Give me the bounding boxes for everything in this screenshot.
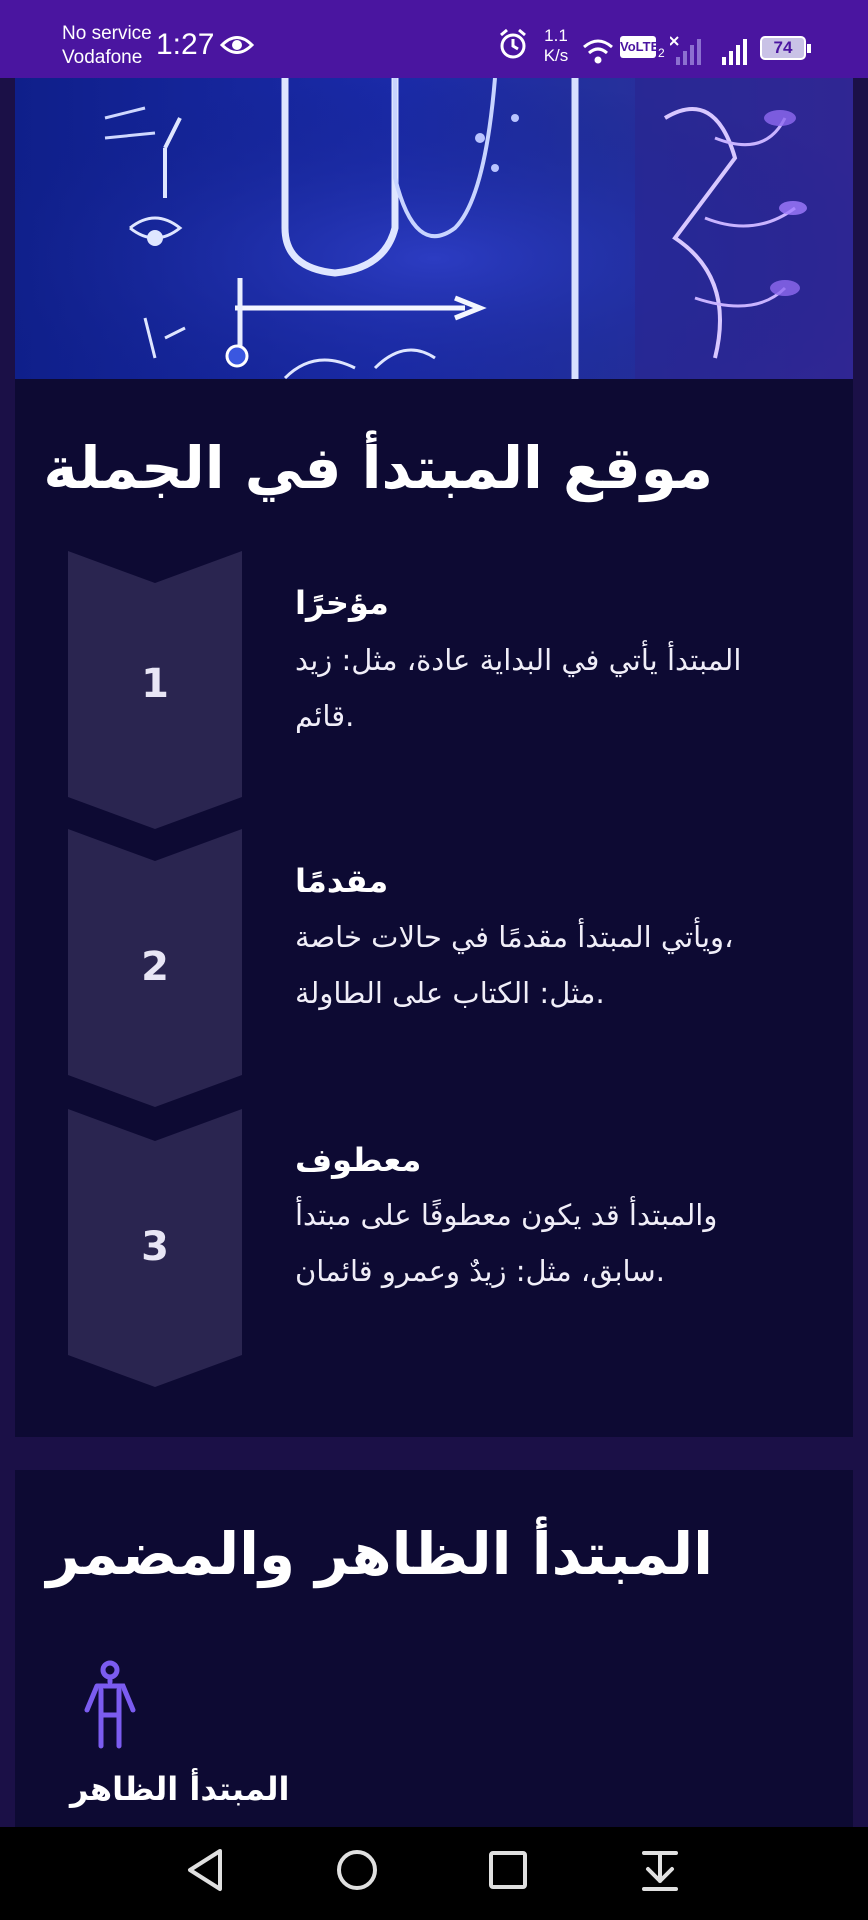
step-1-chevron (68, 551, 242, 829)
battery-level: 74 (773, 38, 793, 57)
home-icon[interactable] (335, 1847, 379, 1893)
step-description (295, 632, 815, 744)
notification-pull-down-icon[interactable] (640, 1847, 680, 1893)
carrier-status: No service (62, 23, 152, 44)
hero-illustration (15, 78, 853, 379)
section-explicit-implicit-subject (15, 1470, 853, 1830)
item-heading: المبتدأ الظاهر (70, 1770, 290, 1808)
status-clock: 1:27 (156, 28, 215, 61)
status-bar (0, 0, 868, 78)
speed-unit: K/s (543, 46, 569, 65)
battery-icon (760, 36, 806, 60)
step-description (295, 1187, 815, 1299)
sim-index: 2 (658, 46, 665, 60)
step-description-line: سابق، مثل: زيدٌ وعمرو قائمان. (295, 1254, 665, 1288)
step-heading: مؤخرًا (295, 584, 389, 622)
carrier-name: Vodafone (62, 47, 143, 68)
step-description-line: ويأتي المبتدأ مقدمًا في حالات خاصة، (295, 920, 734, 954)
step-3-chevron (68, 1109, 242, 1387)
carrier-info (62, 22, 152, 70)
step-description-line: المبتدأ يأتي في البداية عادة، مثل: زيد (295, 643, 742, 677)
step-number: 3 (141, 1224, 169, 1270)
main-content (15, 78, 853, 1437)
recents-icon[interactable] (488, 1847, 528, 1893)
step-description-line: والمبتدأ قد يكون معطوفًا على مبتدأ (295, 1198, 718, 1232)
wifi-icon (582, 32, 614, 72)
signal-icon (720, 32, 750, 72)
hero-artwork (15, 78, 853, 379)
step-2-chevron (68, 829, 242, 1107)
section-title: المبتدأ الظاهر والمضمر (46, 1520, 713, 1588)
step-heading: معطوف (295, 1141, 422, 1179)
navigation-bar (0, 1827, 868, 1920)
volte-badge: VoLTE (620, 36, 656, 58)
person-icon (83, 1660, 137, 1750)
step-description-line: مثل: الكتاب على الطاولة. (295, 976, 605, 1010)
eye-icon (220, 34, 254, 56)
step-number: 1 (141, 661, 169, 707)
section-title: موقع المبتدأ في الجملة (43, 434, 713, 502)
network-speed (538, 26, 574, 66)
alarm-icon (498, 24, 528, 64)
step-heading: مقدمًا (295, 862, 389, 900)
signal-no-service-icon (670, 32, 704, 72)
step-description (295, 909, 815, 1021)
section-subject-position (15, 379, 853, 1437)
speed-value: 1.1 (544, 26, 568, 45)
step-description-line: قائم. (295, 699, 355, 733)
back-icon[interactable] (186, 1847, 226, 1893)
step-number: 2 (141, 944, 169, 990)
